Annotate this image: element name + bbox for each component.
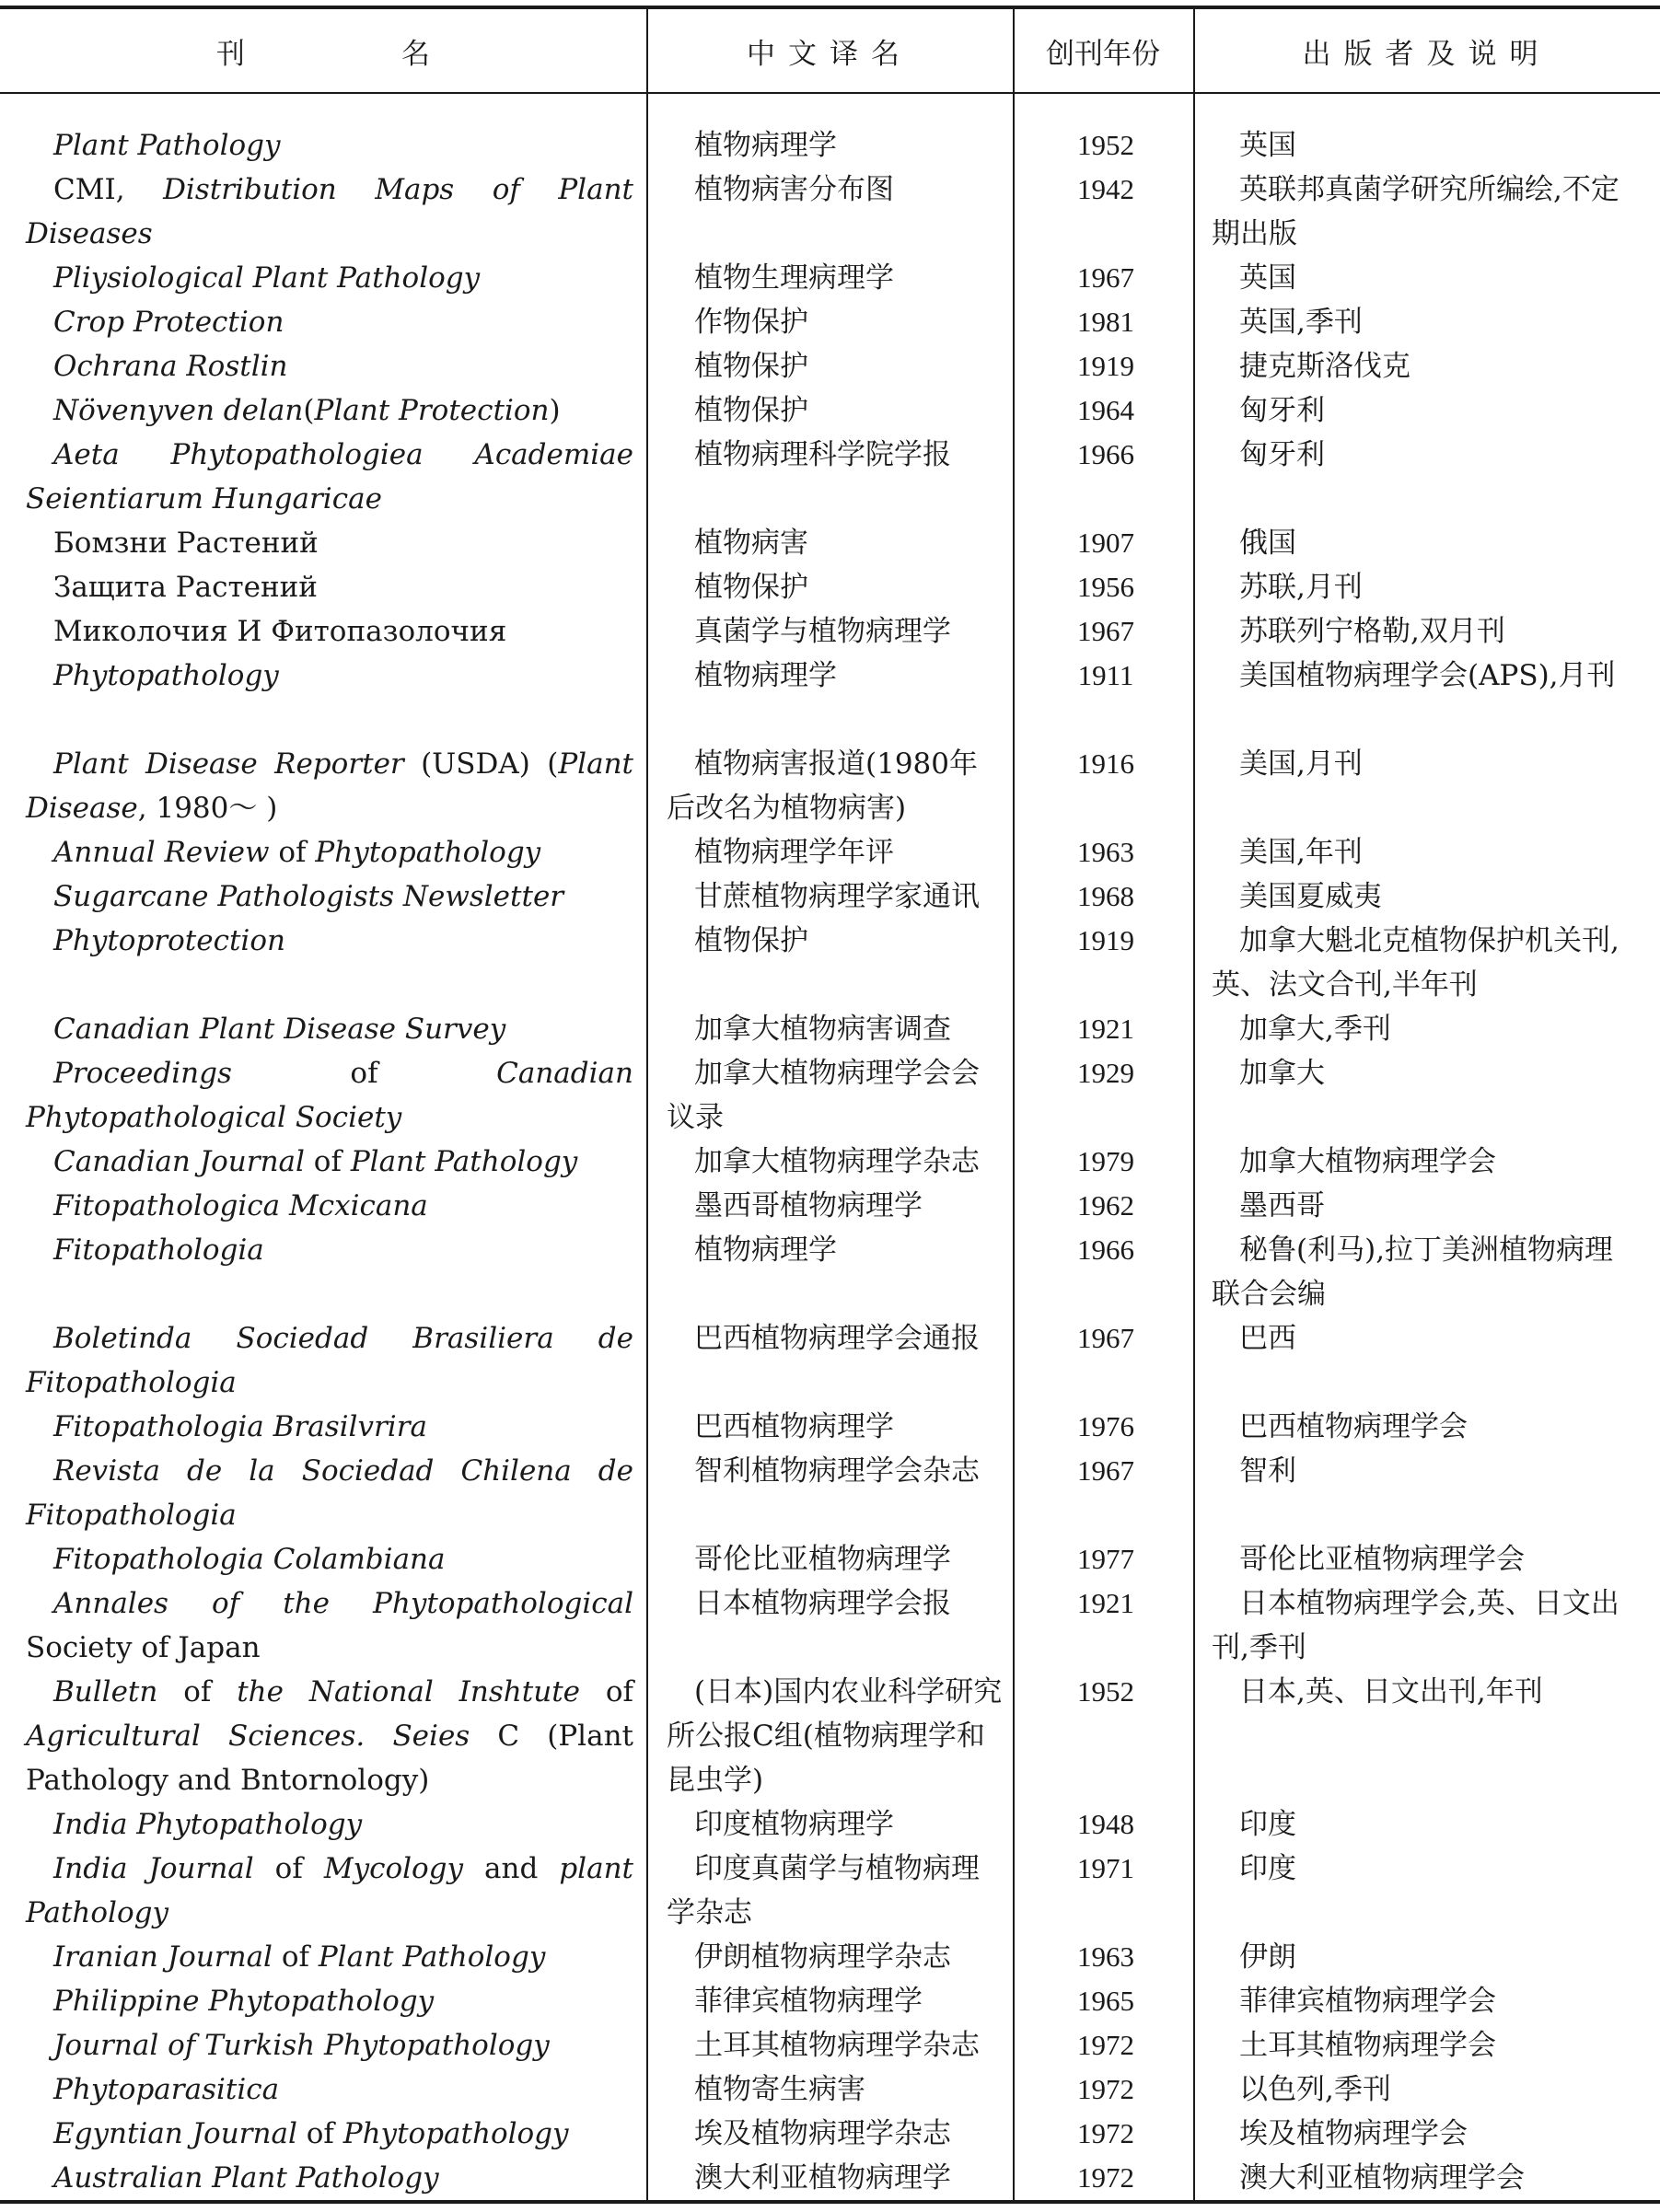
chinese-name: 巴西植物病理学: [694, 1410, 894, 1443]
journal-name-segment: , 1980～ ): [137, 792, 278, 825]
journal-name: [26, 1802, 633, 1847]
journal-name-segment: Canadian Phytopathological Society: [26, 1057, 633, 1134]
table-row: [0, 1537, 1660, 1581]
journal-name: [26, 742, 633, 830]
journal-name-segment: ): [549, 394, 561, 427]
journal-name-segment: Fitopathologia Colambiana: [53, 1543, 446, 1576]
chinese-name: 日本植物病理学会报: [694, 1587, 951, 1620]
journal-name: [26, 609, 633, 654]
journal-name-segment: C (Plant Pathology and Bntornology): [26, 1720, 633, 1797]
journal-name-segment: Pliysiological Plant Pathology: [53, 261, 481, 295]
founding-year: 1962: [1077, 1189, 1134, 1222]
publisher-notes: 英国: [1239, 261, 1296, 295]
journal-name-segment: of: [231, 1057, 497, 1090]
publisher-notes: 印度: [1239, 1852, 1296, 1885]
journal-name: [26, 919, 633, 963]
publisher-notes: 菲律宾植物病理学会: [1239, 1985, 1496, 2018]
founding-year: 1972: [1077, 2117, 1134, 2149]
founding-year: 1965: [1077, 1985, 1134, 2017]
chinese-name: 墨西哥植物病理学: [694, 1189, 923, 1222]
bottom-rule: [0, 2200, 1660, 2204]
header-journal-name: [0, 9, 646, 92]
journal-name-segment: of: [253, 1852, 324, 1885]
journal-name: [26, 2023, 633, 2067]
chinese-name: 印度植物病理学: [694, 1808, 894, 1841]
table-row: [0, 1316, 1660, 1405]
journal-name-segment: of: [157, 1675, 238, 1708]
journal-name-segment: Fitopathologia: [53, 1233, 264, 1267]
journal-name: [26, 1935, 633, 1979]
journal-name-segment: (: [303, 394, 315, 427]
founding-year: 1963: [1077, 836, 1134, 868]
journal-name-segment: Fitopathologia Brasilvrira: [53, 1410, 427, 1443]
chinese-name: 植物病理学: [694, 1233, 837, 1267]
table-row: [0, 1847, 1660, 1935]
journal-name-segment: Journal of Turkish Phytopathology: [53, 2029, 550, 2062]
table-row: [0, 742, 1660, 830]
table-row: [0, 433, 1660, 521]
publisher-notes: 美国,年刊: [1239, 836, 1363, 869]
journal-name-segment: Plant Disease Reporter: [53, 747, 404, 781]
publisher-notes: 加拿大魁北克植物保护机关刊,英、法文合刊,半年刊: [1212, 924, 1619, 1002]
founding-year: 1907: [1077, 527, 1134, 559]
table-row: [0, 830, 1660, 874]
table-row: [0, 1051, 1660, 1140]
table-row: [0, 2067, 1660, 2112]
founding-year: 1952: [1077, 129, 1134, 161]
table-row: [0, 565, 1660, 609]
table-row: [0, 874, 1660, 919]
founding-year: 1967: [1077, 261, 1134, 294]
chinese-name: 哥伦比亚植物病理学: [694, 1543, 951, 1576]
publisher-notes: 埃及植物病理学会: [1239, 2117, 1468, 2150]
journal-name-segment: Annual Review: [53, 836, 270, 869]
founding-year: 1977: [1077, 1543, 1134, 1575]
chinese-name: 植物保护: [694, 924, 808, 957]
publisher-notes: 捷克斯洛伐克: [1239, 350, 1410, 383]
header-journal-name-char: 名: [401, 37, 430, 71]
publisher-notes: 美国,月刊: [1239, 747, 1363, 781]
journal-name-segment: Iranian Journal: [53, 1940, 273, 1974]
publisher-notes: 墨西哥: [1239, 1189, 1325, 1222]
journal-name-segment: Phytopathology: [315, 836, 541, 869]
journal-name-segment: (USDA) (: [403, 747, 559, 781]
table-row: [0, 1802, 1660, 1847]
chinese-name: 菲律宾植物病理学: [694, 1985, 923, 2018]
founding-year: 1911: [1077, 659, 1134, 691]
journal-name-segment: Mycology: [323, 1852, 464, 1885]
chinese-name: 作物保护: [694, 306, 808, 339]
journal-name-segment: Society of Japan: [26, 1631, 261, 1664]
journal-name-segment: of: [580, 1675, 633, 1708]
publisher-notes: 美国夏威夷: [1239, 880, 1382, 913]
chinese-name: 植物生理病理学: [694, 261, 894, 295]
journal-name-segment: Fitopathologica Mcxicana: [53, 1189, 428, 1222]
chinese-name: 植物病理学: [694, 659, 837, 692]
founding-year: 1929: [1077, 1057, 1134, 1089]
journal-name: [26, 1051, 633, 1140]
journal-name-segment: Boletinda Sociedad Brasiliera de Fitopathologia: [26, 1322, 633, 1399]
founding-year: 1921: [1077, 1013, 1134, 1045]
journal-name-segment: India Journal: [53, 1852, 254, 1885]
journal-name-segment: Phytopathology: [342, 2117, 569, 2150]
journal-name-segment: India Phytopathology: [53, 1808, 363, 1841]
journal-name-segment: the National Inshtute: [237, 1675, 580, 1708]
table-row: [0, 1140, 1660, 1184]
publisher-notes: 哥伦比亚植物病理学会: [1239, 1543, 1525, 1576]
journal-name: [26, 1184, 633, 1228]
publisher-notes: 伊朗: [1239, 1940, 1296, 1974]
chinese-name: 澳大利亚植物病理学: [694, 2161, 951, 2195]
journal-name: [26, 1581, 633, 1670]
table-row: [0, 2112, 1660, 2156]
journal-name: [26, 654, 633, 698]
publisher-notes: 巴西植物病理学会: [1239, 1410, 1468, 1443]
journal-name: [26, 1847, 633, 1935]
table-row: [0, 1670, 1660, 1802]
journal-name: [26, 388, 633, 433]
founding-year: 1921: [1077, 1587, 1134, 1619]
journal-name: [26, 1670, 633, 1802]
chinese-name: 植物病害分布图: [694, 173, 894, 206]
journal-name-segment: Миколочия И Фитопазолочия: [53, 615, 507, 648]
publisher-notes: 英国,季刊: [1239, 306, 1363, 339]
founding-year: 1966: [1077, 1233, 1134, 1266]
chinese-name: 土耳其植物病理学杂志: [694, 2029, 980, 2062]
journal-name: [26, 1979, 633, 2023]
founding-year: 1972: [1077, 2161, 1134, 2194]
publisher-notes: 智利: [1239, 1454, 1296, 1488]
chinese-name: 加拿大植物病害调查: [694, 1013, 951, 1046]
journal-name-segment: Australian Plant Pathology: [53, 2161, 439, 2195]
journal-name: [26, 168, 633, 256]
founding-year: 1967: [1077, 615, 1134, 647]
chinese-name: 植物病害: [694, 527, 808, 560]
journal-name-segment: Aeta Phytopathologiea Academiae Seientiarum Hungaricae: [26, 438, 633, 515]
journal-name: [26, 874, 633, 919]
journal-name-segment: Plant Pathology: [53, 129, 281, 162]
publisher-notes: 日本,英、日文出刊,年刊: [1239, 1675, 1543, 1708]
journal-name-segment: Agricultural Sciences. Seies: [26, 1720, 470, 1753]
publisher-notes: 英联邦真菌学研究所编绘,不定期出版: [1212, 173, 1619, 250]
publisher-notes: 巴西: [1239, 1322, 1296, 1355]
journal-name-segment: Canadian Plant Disease Survey: [53, 1013, 506, 1046]
journal-name: [26, 2112, 633, 2156]
journal-name-segment: Bulletn: [53, 1675, 158, 1708]
journal-name-segment: Plant Pathology: [318, 1940, 546, 1974]
chinese-name: (日本)国内农业科学研究所公报C组(植物病理学和昆虫学): [667, 1675, 1003, 1797]
journal-name-segment: Egyntian Journal: [53, 2117, 297, 2150]
chinese-name: 植物保护: [694, 394, 808, 427]
publisher-notes: 秘鲁(利马),拉丁美洲植物病理联合会编: [1212, 1233, 1614, 1311]
table-row: [0, 1007, 1660, 1051]
journal-name-segment: Annales of the Phytopathological: [53, 1587, 633, 1620]
table-row: [0, 1935, 1660, 1979]
journal-name-segment: Philippine Phytopathology: [53, 1985, 435, 2018]
publisher-notes: 苏联,月刊: [1239, 571, 1363, 604]
journal-name-segment: of: [296, 2117, 343, 2150]
chinese-name: 加拿大植物病理学会会议录: [667, 1057, 980, 1134]
table-row: [0, 2156, 1660, 2200]
table-row: [0, 388, 1660, 433]
journal-name: [26, 1405, 633, 1449]
journal-name: [26, 300, 633, 344]
journal-name-segment: of: [272, 1940, 319, 1974]
chinese-name: 植物病理学年评: [694, 836, 894, 869]
journal-name-segment: Plant Protection: [314, 394, 550, 427]
journal-name-segment: Növenyven delan: [53, 394, 304, 427]
journal-name: [26, 1537, 633, 1581]
journal-name-segment: of: [304, 1145, 351, 1178]
journal-name-segment: Plant Pathology: [350, 1145, 578, 1178]
chinese-name: 植物保护: [694, 571, 808, 604]
journal-name-segment: Distribution Maps of Plant Diseases: [26, 173, 633, 250]
chinese-name: 真菌学与植物病理学: [694, 615, 951, 648]
journal-name: [26, 2067, 633, 2112]
chinese-name: 植物保护: [694, 350, 808, 383]
founding-year: 1981: [1077, 306, 1134, 338]
journal-name-segment: Ochrana Rostlin: [53, 350, 288, 383]
journal-name-segment: and: [463, 1852, 560, 1885]
founding-year: 1952: [1077, 1675, 1134, 1708]
journal-name-segment: Phytoprotection: [53, 924, 285, 957]
chinese-name: 植物病害报道(1980年后改名为植物病害): [667, 747, 978, 825]
journal-name-segment: Canadian Journal: [53, 1145, 305, 1178]
publisher-notes: 加拿大,季刊: [1239, 1013, 1391, 1046]
chinese-name: 植物病理学: [694, 129, 837, 162]
founding-year: 1967: [1077, 1454, 1134, 1487]
publisher-notes: 印度: [1239, 1808, 1296, 1841]
founding-year: 1979: [1077, 1145, 1134, 1177]
founding-year: 1916: [1077, 747, 1134, 780]
header-rule: [0, 92, 1660, 94]
publisher-notes: 以色列,季刊: [1239, 2073, 1391, 2106]
founding-year: 1919: [1077, 350, 1134, 382]
table-row: [0, 300, 1660, 344]
journal-name: [26, 1007, 633, 1051]
chinese-name: 甘蔗植物病理学家通讯: [694, 880, 980, 913]
founding-year: 1968: [1077, 880, 1134, 912]
publisher-notes: 日本植物病理学会,英、日文出刊,季刊: [1212, 1587, 1619, 1664]
journal-name-segment: Crop Protection: [53, 306, 284, 339]
header-journal-name-char: 刊: [216, 37, 245, 71]
founding-year: 1956: [1077, 571, 1134, 603]
journal-name: [26, 521, 633, 565]
publisher-notes: 加拿大: [1239, 1057, 1325, 1090]
journal-name: [26, 830, 633, 874]
chinese-name: 巴西植物病理学会通报: [694, 1322, 980, 1355]
table-row: [0, 256, 1660, 300]
table-row: [0, 1979, 1660, 2023]
journal-name: [26, 1140, 633, 1184]
founding-year: 1971: [1077, 1852, 1134, 1884]
table-row: [0, 919, 1660, 1007]
journal-name: [26, 565, 633, 609]
header-founding-year: 创刊年份: [1046, 37, 1160, 71]
publisher-notes: 澳大利亚植物病理学会: [1239, 2161, 1525, 2195]
founding-year: 1942: [1077, 173, 1134, 205]
journal-name: [26, 1316, 633, 1405]
journal-name-segment: Phytoparasitica: [53, 2073, 280, 2106]
publisher-notes: 苏联列宁格勒,双月刊: [1239, 615, 1505, 648]
journal-name-segment: Plant Disease: [26, 747, 633, 825]
publisher-notes: 美国植物病理学会(APS),月刊: [1239, 659, 1616, 692]
journal-name-segment: of: [269, 836, 316, 869]
chinese-name: 加拿大植物病理学杂志: [694, 1145, 980, 1178]
table-row: [0, 521, 1660, 565]
chinese-name: 植物寄生病害: [694, 2073, 865, 2106]
founding-year: 1964: [1077, 394, 1134, 426]
table-row: [0, 344, 1660, 388]
journal-name: [26, 344, 633, 388]
chinese-name: 伊朗植物病理学杂志: [694, 1940, 951, 1974]
chinese-name: 智利植物病理学会杂志: [694, 1454, 980, 1488]
journal-name-segment: CMI,: [53, 173, 164, 206]
table-row: [0, 123, 1660, 168]
journal-name-segment: plant Pathology: [26, 1852, 633, 1929]
table-row: [0, 1581, 1660, 1670]
founding-year: 1919: [1077, 924, 1134, 956]
table-row: [0, 1228, 1660, 1316]
publisher-notes: 俄国: [1239, 527, 1296, 560]
journal-name-segment: Бомзни Растений: [53, 527, 319, 560]
table-row: [0, 1184, 1660, 1228]
table-body: [0, 123, 1660, 2200]
journal-name: [26, 123, 633, 168]
header-publisher-notes: 出版者及说明: [1302, 37, 1551, 71]
chinese-name: 印度真菌学与植物病理学杂志: [667, 1852, 980, 1929]
publisher-notes: 匈牙利: [1239, 394, 1325, 427]
founding-year: 1972: [1077, 2029, 1134, 2061]
journal-name-segment: Revista de la Sociedad Chilena de Fitopathologia: [26, 1454, 633, 1532]
founding-year: 1948: [1077, 1808, 1134, 1840]
header-chinese-name: 中文译名: [747, 37, 912, 71]
table-row: [0, 1405, 1660, 1449]
founding-year: 1963: [1077, 1940, 1134, 1973]
journal-name: [26, 433, 633, 521]
journal-name-segment: Phytopathology: [53, 659, 279, 692]
founding-year: 1976: [1077, 1410, 1134, 1442]
chinese-name: 埃及植物病理学杂志: [694, 2117, 951, 2150]
journal-name: [26, 256, 633, 300]
table-row: [0, 609, 1660, 654]
journal-name-segment: Защита Растений: [53, 571, 318, 604]
table-header: [0, 9, 1660, 92]
table-row: [0, 2023, 1660, 2067]
journal-name: [26, 1228, 633, 1272]
journal-name-segment: Sugarcane Pathologists Newsletter: [53, 880, 564, 913]
publisher-notes: 加拿大植物病理学会: [1239, 1145, 1496, 1178]
founding-year: 1966: [1077, 438, 1134, 470]
table-row: [0, 168, 1660, 256]
table-row: [0, 1449, 1660, 1537]
publisher-notes: 匈牙利: [1239, 438, 1325, 471]
table-row: [0, 654, 1660, 742]
chinese-name: 植物病理科学院学报: [694, 438, 951, 471]
journal-name: [26, 2156, 633, 2200]
publisher-notes: 英国: [1239, 129, 1296, 162]
founding-year: 1967: [1077, 1322, 1134, 1354]
publisher-notes: 土耳其植物病理学会: [1239, 2029, 1496, 2062]
journal-name-segment: Proceedings: [53, 1057, 232, 1090]
journal-name: [26, 1449, 633, 1537]
founding-year: 1972: [1077, 2073, 1134, 2105]
